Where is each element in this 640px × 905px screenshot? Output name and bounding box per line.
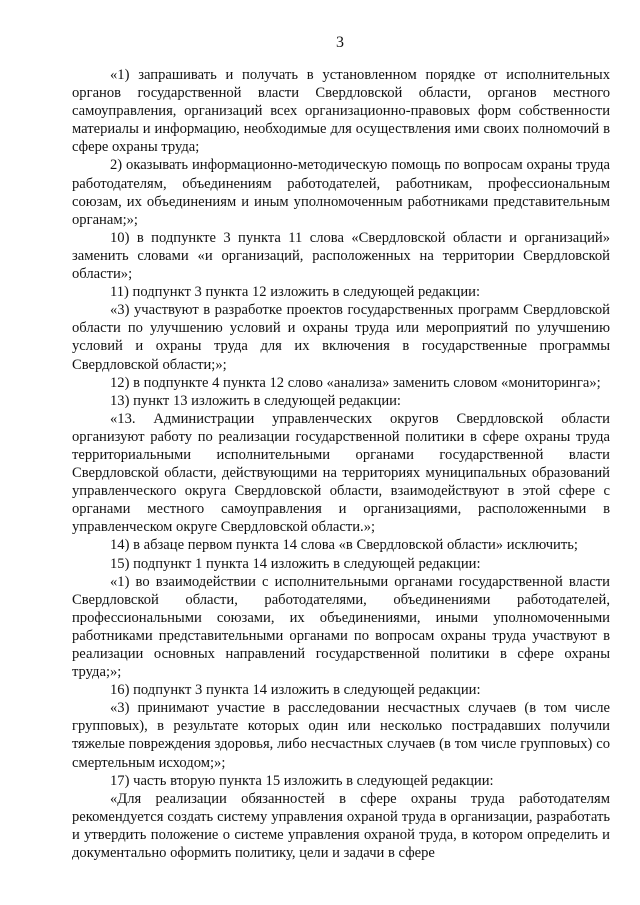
paragraph: «1) запрашивать и получать в установленном порядке от исполнительных органов государственной власти Свердловской области, органов местного самоуправления, организаций всех организационно-правовых форм собственности материалы и информацию, необходимые для осуществления ими своих полномочий в сфере охраны труда; [72, 67, 610, 156]
paragraph: 16) подпункт 3 пункта 14 изложить в следующей редакции: [110, 682, 481, 699]
paragraph: 10) в подпункте 3 пункта 11 слова «Свердловской области и организаций» заменить словами «и организаций, расположенных на территории Свердловской области»; [72, 229, 610, 283]
paragraph: «13. Администрации управленческих округов Свердловской области организуют работу по реализации государственной политики в сфере охраны труда территориальными исполнительными органами государственной власти Свердловской области, действующими на территориях муниципальных образований управленческого округа Свердловской области, взаимодействуют в этой сфере с органами местного самоуправления и организациями, расположенными в управленческом округе Свердловской области.»; [72, 410, 610, 536]
paragraph: «3) участвуют в разработке проектов государственных программ Свердловской области по улучшению условий и охраны труда или мероприятий по улучшению условий и охраны труда для их включения в государственные программы Свердловской области;»; [72, 302, 610, 373]
paragraph: 14) в абзаце первом пункта 14 слова «в Свердловской области» исключить; [110, 537, 578, 554]
paragraph: 17) часть вторую пункта 15 изложить в следующей редакции: [110, 772, 494, 789]
page-number: 3 [336, 34, 344, 51]
paragraph: «1) во взаимодействии с исполнительными органами государственной власти Свердловской области, работодателями, объединениями работодателей, профессиональными союзами, их объединениями, иными уполномоченными работниками представительными органами по вопросам охраны труда участвуют в реализации основных направлений государственной политики в сфере охраны труда;»; [72, 573, 610, 681]
paragraph: 12) в подпункте 4 пункта 12 слово «анализа» заменить словом «мониторинга»; [110, 374, 601, 391]
paragraph: «3) принимают участие в расследовании несчастных случаев (в том числе групповых), в результате которых один или несколько пострадавших получили тяжелые повреждения здоровья, либо несчастных случаев (в том числе групповых) со смертельным исходом;»; [72, 700, 610, 771]
paragraph: 13) пункт 13 изложить в следующей редакции: [110, 392, 401, 409]
paragraph: «Для реализации обязанностей в сфере охраны труда работодателям рекомендуется создать систему управления охраной труда в организации, разработать и утвердить положение о системе управления охраной труда, в котором определить и документально оформить политику, цели и задачи в сфере [72, 790, 610, 862]
document-body [72, 66, 610, 862]
paragraph: 11) подпункт 3 пункта 12 изложить в следующей редакции: [110, 284, 481, 301]
paragraph: 2) оказывать информационно-методическую помощь по вопросам охраны труда работодателям, объединениям работодателей, работникам, профессиональным союзам, их объединениям и иным уполномоченным работниками представительным органам;»; [72, 157, 610, 228]
paragraph: 15) подпункт 1 пункта 14 изложить в следующей редакции: [110, 555, 481, 572]
